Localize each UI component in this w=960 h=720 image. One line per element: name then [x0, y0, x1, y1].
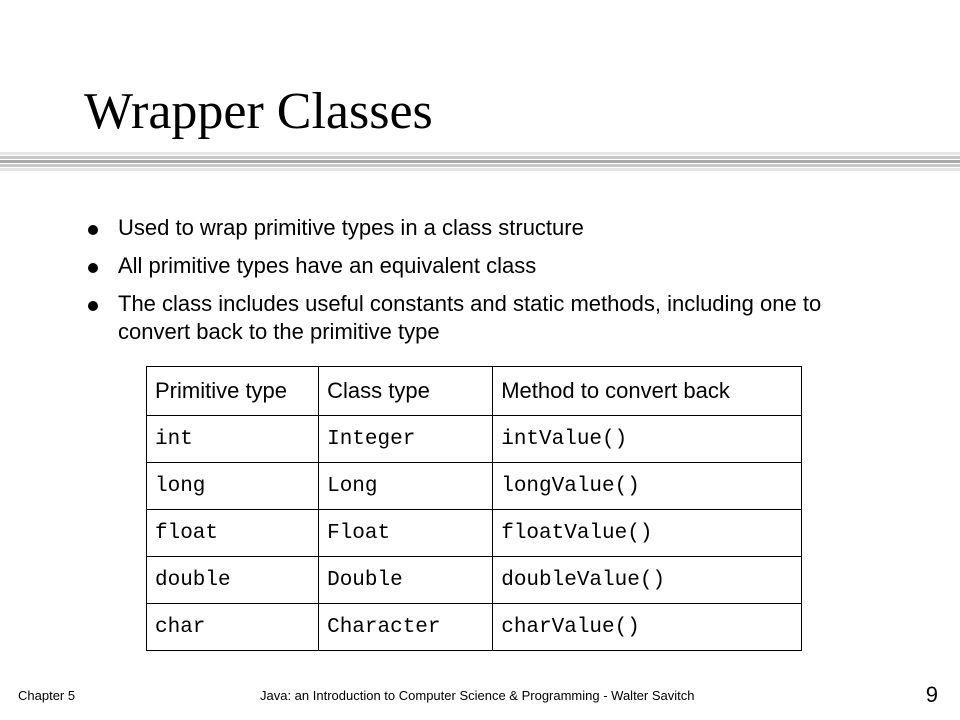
bullet-text: Used to wrap primitive types in a class structure: [118, 215, 584, 240]
bullet-text: All primitive types have an equivalent class: [118, 253, 537, 278]
title-underline-band: [0, 156, 960, 159]
primitive-type-cell: long: [147, 463, 319, 510]
class-type-cell: Double: [319, 557, 493, 604]
class-type-cell: Long: [319, 463, 493, 510]
wrapper-class-table: [146, 366, 802, 651]
primitive-type-cell: float: [147, 510, 319, 557]
method-cell: longValue(): [493, 463, 802, 510]
method-cell: doubleValue(): [493, 557, 802, 604]
table-row: [147, 510, 802, 557]
title-underline-band: [0, 164, 960, 167]
footer-chapter: Chapter 5: [18, 688, 76, 703]
title-underline-band: [0, 152, 960, 155]
table-row: [147, 416, 802, 463]
bullet-item: [84, 252, 864, 280]
table-row: [147, 604, 802, 651]
page-number: 9: [925, 682, 938, 707]
primitive-type-cell: char: [147, 604, 319, 651]
class-type-cell: Integer: [319, 416, 493, 463]
class-type-cell: Character: [319, 604, 493, 651]
bullet-text: The class includes useful constants and static methods, including one to convert back to the primitive type: [118, 291, 822, 344]
title-underline-band: [0, 168, 960, 171]
method-cell: charValue(): [493, 604, 802, 651]
title-underline: [0, 150, 960, 172]
bullet-icon: [88, 263, 98, 273]
bullet-list: [84, 214, 864, 356]
method-cell: intValue(): [493, 416, 802, 463]
table-header-row: [147, 367, 802, 416]
bullet-icon: [88, 225, 98, 235]
primitive-type-cell: int: [147, 416, 319, 463]
title-underline-band: [0, 160, 960, 163]
footer-book-title: Java: an Introduction to Computer Science & Programming - Walter Savitch: [260, 688, 695, 703]
class-type-cell: Float: [319, 510, 493, 557]
method-cell: floatValue(): [493, 510, 802, 557]
column-header-primitive-type: Primitive type: [147, 367, 319, 416]
bullet-item: [84, 214, 864, 242]
slide-title: Wrapper Classes: [84, 83, 433, 140]
column-header-method: Method to convert back: [493, 367, 802, 416]
primitive-type-cell: double: [147, 557, 319, 604]
table-row: [147, 557, 802, 604]
table-row: [147, 463, 802, 510]
bullet-icon: [88, 301, 98, 311]
column-header-class-type: Class type: [319, 367, 493, 416]
bullet-item: [84, 290, 864, 346]
